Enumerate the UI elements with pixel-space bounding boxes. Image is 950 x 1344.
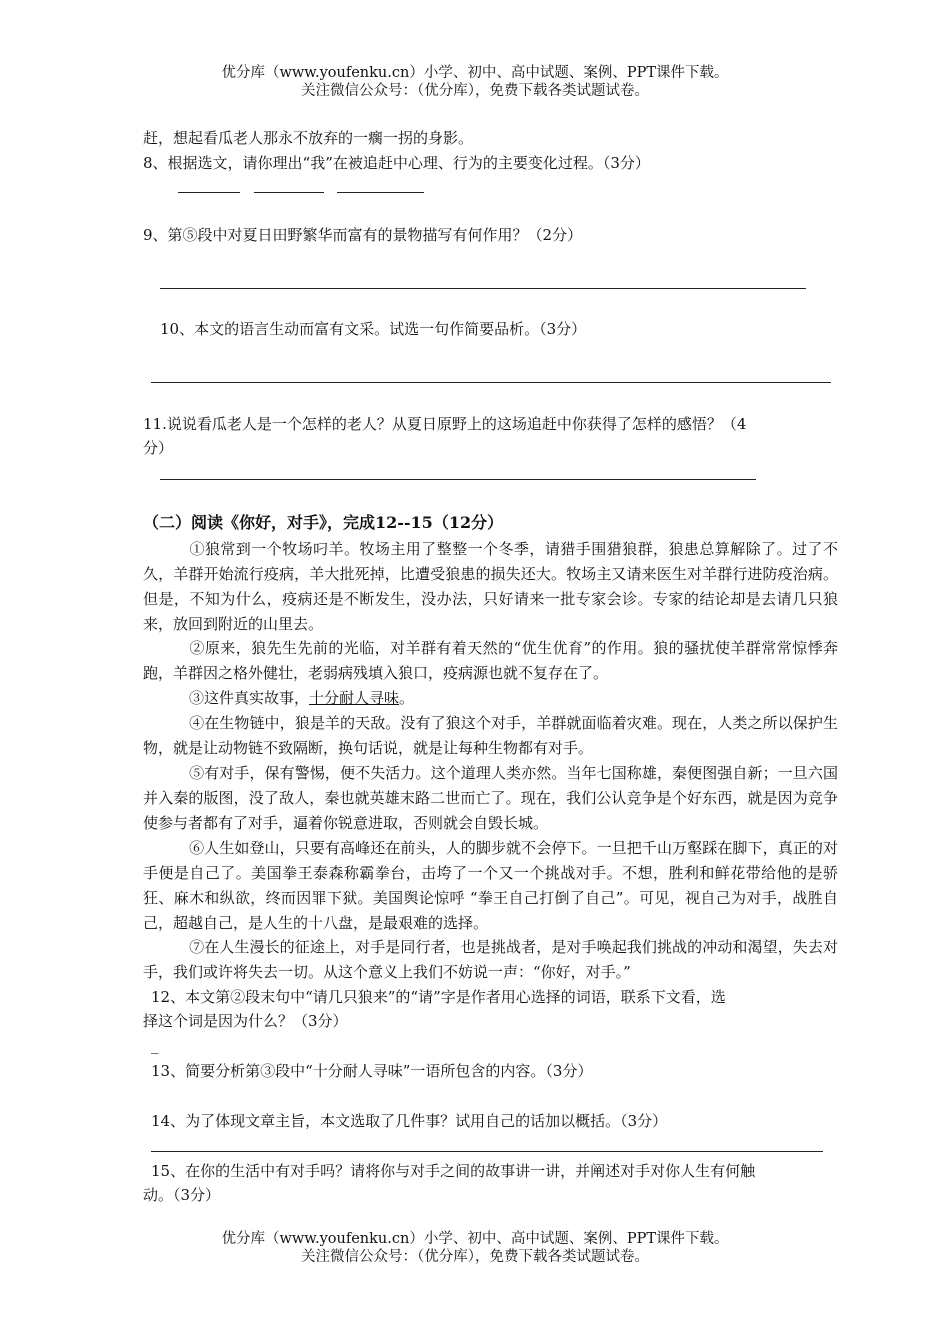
paragraph-4-text: ④在生物链中，狼是羊的天敌。没有了狼这个对手，羊群就面临着灾难。现在，人类之所以保护生物，就是让动物链不致隔断，换句话说，就是让每种生物都有对手。 [143,714,838,757]
section-2-title: （二）阅读《你好，对手》，完成12--15（12分） [143,513,504,532]
question-14: 14、为了体现文章主旨，本文选取了几件事？试用自己的话加以概括。（3分） [151,1112,668,1130]
answer-blank-8a[interactable] [178,192,240,193]
paragraph-3 [143,686,838,711]
question-12-line-2: 择这个词是因为什么？（3分） [143,1012,348,1030]
question-8: 8、根据选文，请你理出“我”在被追赶中心理、行为的主要变化过程。（3分） [143,154,650,172]
question-11-line-2: 分） [143,439,174,457]
question-9: 9、第⑤段中对夏日田野繁华而富有的景物描写有何作用？（2分） [143,226,583,244]
question-13: 13、简要分析第③段中“十分耐人寻味”一语所包含的内容。（3分） [151,1062,593,1080]
paragraph-4 [143,711,838,761]
page-footer [0,1230,950,1266]
footer-line-1: 优分库（www.youfenku.cn）小学、初中、高中试题、案例、PPT课件下载。 [221,1231,729,1247]
answer-blank-8c[interactable] [337,192,424,193]
header-line-2: 关注微信公众号：（优分库），免费下载各类试题试卷。 [301,83,649,99]
paragraph-2 [143,636,838,686]
question-15-line-2: 动。（3分） [143,1186,221,1204]
paragraph-7 [143,935,838,985]
intro-line: 赶，想起看瓜老人那永不放弃的一瘸一拐的身影。 [143,129,474,147]
page-header [0,64,950,100]
paragraph-6-text: ⑥人生如登山，只要有高峰还在前头，人的脚步就不会停下。一旦把千山万壑踩在脚下，真正的对手便是自己了。美国拳王泰森称霸拳台，击垮了一个又一个挑战对手。不想，胜利和鲜花带给他的是骄狂、麻木和纵欲，终而因罪下狱。美国舆论惊呼 “拳王自己打倒了自己”。可见，视自己为对手，战胜自己，超越自己，是人生的十八盘，是最艰难的选择。 [143,839,838,932]
question-12-line-1: 12、本文第②段末句中“请几只狼来”的“请”字是作者用心选择的词语，联系下文看，选 [151,988,726,1006]
header-line-1: 优分库（www.youfenku.cn）小学、初中、高中试题、案例、PPT课件下载。 [221,65,729,81]
answer-blank-12[interactable]: _ [151,1036,159,1054]
paragraph-3-text: ③这件真实故事， [189,689,310,707]
paragraph-1-text: ①狼常到一个牧场叼羊。牧场主用了整整一个冬季，请猎手围猎狼群，狼患总算解除了。过了不久，羊群开始流行疫病，羊大批死掉，比遭受狼患的损失还大。牧场主又请来医生对羊群行进防疫治病。但是，不知为什么，疫病还是不断发生，没办法，只好请来一批专家会诊。专家的结论却是去请几只狼来，放回到附近的山里去。 [143,540,838,633]
paragraph-3-end: 。 [399,689,415,707]
paragraph-7-text: ⑦在人生漫长的征途上，对手是同行者，也是挑战者，是对手唤起我们挑战的冲动和渴望，失去对手，我们或许将失去一切。从这个意义上我们不妨说一声：“你好，对手。” [143,938,838,981]
answer-line-14[interactable] [151,1151,823,1152]
question-11-line-1: 11.说说看瓜老人是一个怎样的老人？从夏日原野上的这场追赶中你获得了怎样的感悟？（4 [143,415,747,433]
answer-blank-8b[interactable] [254,192,324,193]
answer-line-10[interactable] [151,382,831,383]
paragraph-6 [143,836,838,936]
paragraph-3-underlined: 十分耐人寻味 [309,689,400,707]
paragraph-2-text: ②原来，狼先生先前的光临，对羊群有着天然的“优生优育”的作用。狼的骚扰使羊群常常惊悸奔跑，羊群因之格外健壮，老弱病残填入狼口，疫病源也就不复存在了。 [143,639,838,682]
answer-line-9[interactable] [160,288,806,289]
answer-line-11[interactable] [160,479,756,480]
paragraph-5 [143,761,838,836]
footer-line-2: 关注微信公众号：（优分库），免费下载各类试题试卷。 [301,1249,649,1265]
question-10: 10、本文的语言生动而富有文采。试选一句作简要品析。（3分） [160,320,587,338]
paragraph-1 [143,537,838,637]
paragraph-5-text: ⑤有对手，保有警惕，便不失活力。这个道理人类亦然。当年七国称雄，秦便图强自新；一旦六国并入秦的版图，没了敌人，秦也就英雄末路二世而亡了。现在，我们公认竞争是个好东西，就是因为竞争使参与者都有了对手，逼着你锐意进取，否则就会自毁长城。 [143,764,838,832]
question-15-line-1: 15、在你的生活中有对手吗？请将你与对手之间的故事讲一讲，并阐述对手对你人生有何触 [151,1162,756,1180]
